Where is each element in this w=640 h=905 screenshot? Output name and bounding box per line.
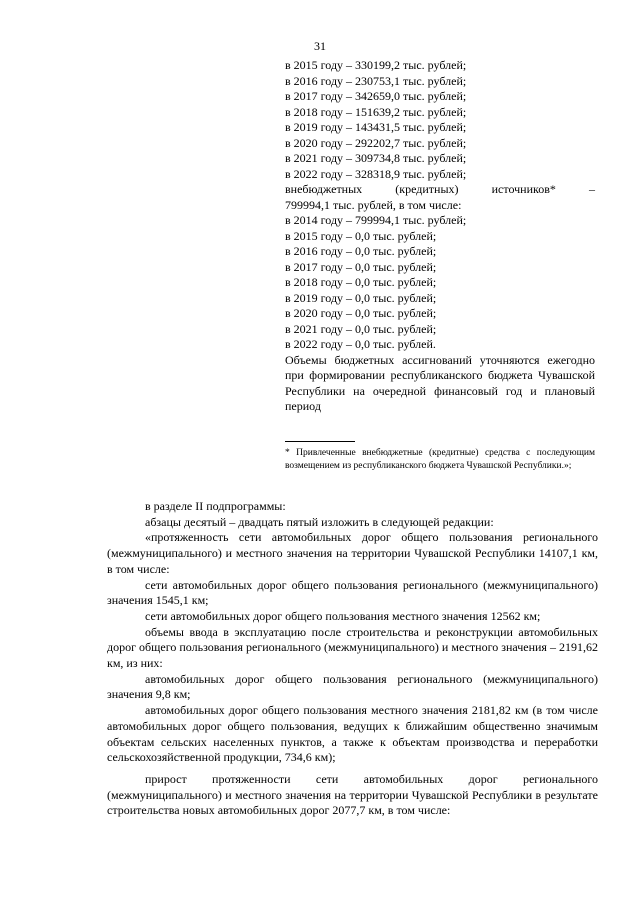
paragraph: в разделе II подпрограммы: [145, 499, 286, 513]
funding-line: в 2022 году – 0,0 тыс. рублей. [285, 337, 436, 351]
funding-line: в 2015 году – 330199,2 тыс. рублей; [285, 58, 467, 72]
paragraph: «протяженность сети автомобильных дорог общего пользования регионального (межмуниципального) и местного значения на территории Чувашской Республики 14107,1 км, в том числе: [107, 530, 598, 576]
funding-line: в 2016 году – 230753,1 тыс. рублей; [285, 73, 467, 88]
funding-line: в 2019 году – 143431,5 тыс. рублей; [285, 120, 467, 134]
funding-line: в 2017 году – 342659,0 тыс. рублей; [285, 89, 467, 103]
main-text [107, 499, 598, 819]
paragraph: сети автомобильных дорог общего пользования регионального (межмуниципального) значения 1545,1 км; [107, 577, 598, 608]
funding-line: в 2014 году – 799994,1 тыс. рублей; [285, 213, 467, 227]
footnote: * Привлеченные внебюджетные (кредитные) средства с последующим возмещением из республиканского бюджета Чувашской Республики.»; [285, 448, 595, 471]
paragraph: объемы ввода в эксплуатацию после строительства и реконструкции автомобильных дорог общего пользования регионального (межмуниципального) и местного значения – 2191,62 км, из них: [107, 624, 598, 671]
funding-line: в 2016 году – 0,0 тыс. рублей; [285, 244, 437, 258]
funding-line: в 2018 году – 0,0 тыс. рублей; [285, 275, 437, 289]
funding-line: в 2020 году – 0,0 тыс. рублей; [285, 306, 437, 320]
footnote-divider [285, 441, 355, 442]
page-number: 31 [314, 39, 326, 53]
word: – [589, 182, 595, 196]
funding-line: в 2017 году – 0,0 тыс. рублей; [285, 259, 437, 274]
funding-line: в 2021 году – 0,0 тыс. рублей; [285, 321, 437, 336]
word: источников* [491, 182, 556, 196]
funding-line: в 2020 году – 292202,7 тыс. рублей; [285, 135, 467, 150]
extrabudget-total: 799994,1 тыс. рублей, в том числе: [285, 197, 462, 212]
funding-note: Объемы бюджетных ассигнований уточняются ежегодно при формировании республиканского бюджета Чувашской Республики на очередной финансовый год и плановый период [285, 352, 595, 413]
funding-line: в 2022 году – 328318,9 тыс. рублей; [285, 166, 467, 181]
funding-column [285, 58, 595, 415]
paragraph: прирост протяженности сети автомобильных дорог регионального (межмуниципального) и местного значения на территории Чувашской Республики в результате строительства новых автомобильных дорог 2077,7 км, в том числе: [107, 771, 598, 818]
paragraph: сети автомобильных дорог общего пользования местного значения 12562 км; [145, 608, 541, 623]
paragraph: автомобильных дорог общего пользования регионального (межмуниципального) значения 9,8 км; [107, 671, 598, 702]
paragraph: автомобильных дорог общего пользования местного значения 2181,82 км (в том числе автомобильных дорог общего пользования, ведущих к ближайшим общественно значимым объектам сельских населенных пунктов, а также к объектам производства и переработки сельскохозяйственной продукции, 734,6 км); [107, 703, 598, 765]
funding-line: в 2018 году – 151639,2 тыс. рублей; [285, 104, 467, 119]
funding-line: в 2019 году – 0,0 тыс. рублей; [285, 290, 437, 305]
funding-line: в 2015 году – 0,0 тыс. рублей; [285, 228, 437, 243]
word: (кредитных) [395, 182, 459, 196]
paragraph: абзацы десятый – двадцать пятый изложить в следующей редакции: [145, 514, 494, 529]
word: внебюджетных [285, 182, 363, 196]
extrabudget-heading [285, 182, 595, 198]
funding-line: в 2021 году – 309734,8 тыс. рублей; [285, 151, 467, 165]
